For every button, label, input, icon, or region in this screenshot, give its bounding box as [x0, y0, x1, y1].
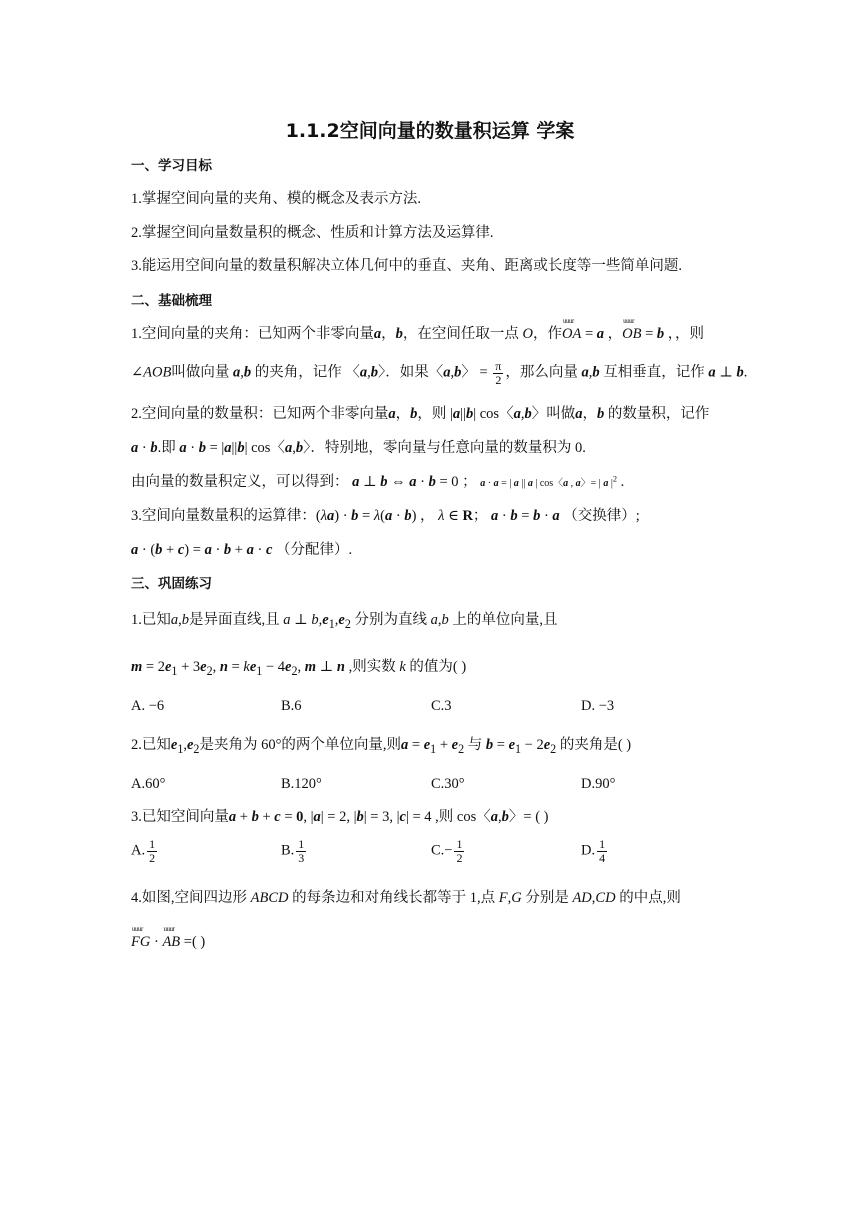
question-4-line-2: uuur FG · uuur AB =( )	[131, 934, 205, 951]
frac-num: 1	[456, 837, 463, 851]
text-segment: 3.已知空间向量	[131, 809, 229, 825]
text-segment: 3.空间向量数量积的运算律：	[131, 508, 316, 524]
question-1-option-a: A. −6	[131, 698, 165, 714]
goal-3: 3.能运用空间向量的数量积解决立体几何中的垂直、夹角、距离或长度等一些简单问题.	[131, 258, 682, 274]
frac-den: 2	[149, 850, 156, 865]
text-segment: ( )	[535, 809, 549, 825]
text-segment: ,则实数	[348, 659, 396, 675]
basics-paragraph-1-line-1: 1.空间向量的夹角：已知两个非零向量a，b，在空间任取一点 O，作uuur OA = a ，uuur OB = b ，，则	[131, 326, 704, 343]
basics-paragraph-1-line-2: ∠AOB叫做向量 a,b 的夹角，记作 〈a,b〉．如果〈a,b〉 = $\frac{\pi}{2}$ ，那么向量 a,b 互相垂直，记作 a ⊥ b.	[131, 359, 748, 387]
text-segment: ，则	[675, 326, 705, 342]
text-segment: 2.空间向量的数量积：已知两个非零向量	[131, 406, 389, 422]
text-segment: 2.已知	[131, 737, 171, 753]
text-segment: ，作	[532, 326, 562, 342]
text-segment: ，在空间任取一点	[402, 326, 519, 342]
question-1-option-d: D. −3	[581, 698, 615, 714]
frac-num: 1	[599, 837, 606, 851]
text-segment: 的中点,则	[619, 890, 681, 906]
text-segment: （分配律）.	[276, 542, 353, 558]
question-1-line-1: 1.已知a,b是异面直线,且 a ⊥ $b,e_1,e_2$ 分别为直线 a,b 上的单位向量,且	[131, 612, 558, 631]
text-segment: 分别是	[525, 890, 569, 906]
text-segment: 是夹角为 60°的两个单位向量,则	[199, 737, 402, 753]
question-2: 2.已知$e_1,e_2$是夹角为 60°的两个单位向量,则$a = e_1 + e_2$ 与 $b = e_1 - 2e_2$ 的夹角是( )	[131, 737, 632, 756]
question-2-option-c: C.30°	[431, 776, 465, 792]
text-segment: ．如果	[385, 364, 429, 381]
text-segment: 1.已知	[131, 612, 171, 628]
question-2-option-b: B.120°	[281, 776, 322, 792]
text-segment: 的数量积，记作	[607, 406, 710, 422]
text-segment: 的夹角，记作	[254, 364, 342, 381]
text-segment: 与	[467, 737, 483, 753]
question-2-option-d: D.90°	[581, 776, 616, 792]
text-segment: 的夹角是( )	[559, 737, 632, 753]
question-1-option-c: C.3	[431, 698, 452, 714]
text-segment: 的每条边和对角线长都等于 1,点	[292, 890, 496, 906]
frac-num: 1	[149, 837, 156, 851]
page-title: 1.1.2空间向量的数量积运算 学案	[285, 120, 575, 142]
text-segment: .即	[157, 440, 176, 456]
text-segment: ，那么向量	[505, 364, 578, 381]
question-3-option-b	[281, 838, 308, 864]
option-label: A.	[131, 842, 146, 859]
text-segment: =( )	[183, 934, 206, 950]
frac-den: 4	[599, 850, 606, 865]
text-segment: 是异面直线,且	[189, 612, 280, 628]
frac-den: 2	[456, 850, 463, 865]
basics-paragraph-5: a · (b + c) = a · b + a · c （分配律）.	[131, 542, 353, 558]
text-segment: 由向量的数量积定义，可以得到：	[131, 474, 349, 490]
basics-paragraph-2-line-2: a · b.即 a · b = |a||b| cos〈a,b〉．特别地，零向量与任意向量的数量积为 0.	[131, 440, 586, 456]
question-3-option-a	[131, 838, 159, 864]
frac-den: 3	[298, 850, 305, 865]
text-segment: 1.空间向量的夹角：已知两个非零向量	[131, 326, 374, 342]
text-segment: 互相垂直，记作	[603, 364, 705, 381]
text-segment: 分别为直线	[354, 612, 427, 628]
goal-1: 1.掌握空间向量的夹角、模的概念及表示方法.	[131, 191, 421, 207]
basics-paragraph-4: 3.空间向量数量积的运算律：(λa) · b = λ(a · b) ， λ ∈ R； a · b = b · a （交换律）;	[131, 508, 640, 524]
text-segment: ．特别地，零向量与任意向量的数量积为 0.	[310, 440, 586, 456]
basics-paragraph-2-line-1: 2.空间向量的数量积：已知两个非零向量a，b，则 |a||b| cos〈a,b〉叫做a，b 的数量积，记作	[131, 406, 710, 422]
option-label: C.	[431, 842, 445, 859]
option-label: B.	[281, 842, 295, 859]
question-1-line-2: $m = 2e_1 + 3e_2$, $n = ke_1 - 4e_2$, m ⊥ n ,则实数 k 的值为( )	[131, 659, 467, 678]
option-label: D.	[581, 842, 596, 859]
frac-num: 1	[298, 837, 305, 851]
section-heading-exercises: 三、巩固练习	[131, 576, 212, 592]
text-segment: （交换律）;	[563, 508, 640, 524]
section-heading-goals: 一、学习目标	[131, 158, 212, 174]
text-segment: 4.如图,空间四边形	[131, 890, 247, 906]
text-segment: ，则	[417, 406, 447, 422]
text-segment: 的值为( )	[409, 659, 467, 675]
question-4-line-1: 4.如图,空间四边形 ABCD 的每条边和对角线长都等于 1,点 F,G 分别是 AD,CD 的中点,则	[131, 890, 681, 906]
text-segment: 上的单位向量,且	[452, 612, 558, 628]
text-segment: ,则	[435, 809, 454, 825]
question-3-option-c	[431, 838, 466, 864]
question-1-option-b: B.6	[281, 698, 302, 714]
question-3: 3.已知空间向量a + b + c = 0, |a| = 2, |b| = 3, |c| = 4 ,则 cos〈a,b〉= ( )	[131, 809, 549, 825]
question-2-option-a: A.60°	[131, 776, 166, 792]
section-heading-basics: 二、基础梳理	[131, 293, 212, 309]
question-3-option-d	[581, 838, 609, 864]
text-segment: 叫做向量	[171, 364, 230, 381]
goal-2: 2.掌握空间向量数量积的概念、性质和计算方法及运算律.	[131, 225, 494, 241]
text-segment: 叫做	[546, 406, 576, 422]
basics-paragraph-3: 由向量的数量积定义，可以得到： a ⊥ b ⇔ a · b = 0 ； a · a = | a || a | cos〈a , a〉= | a $|^2$ .	[131, 474, 625, 490]
frac-sign: −	[444, 842, 453, 859]
